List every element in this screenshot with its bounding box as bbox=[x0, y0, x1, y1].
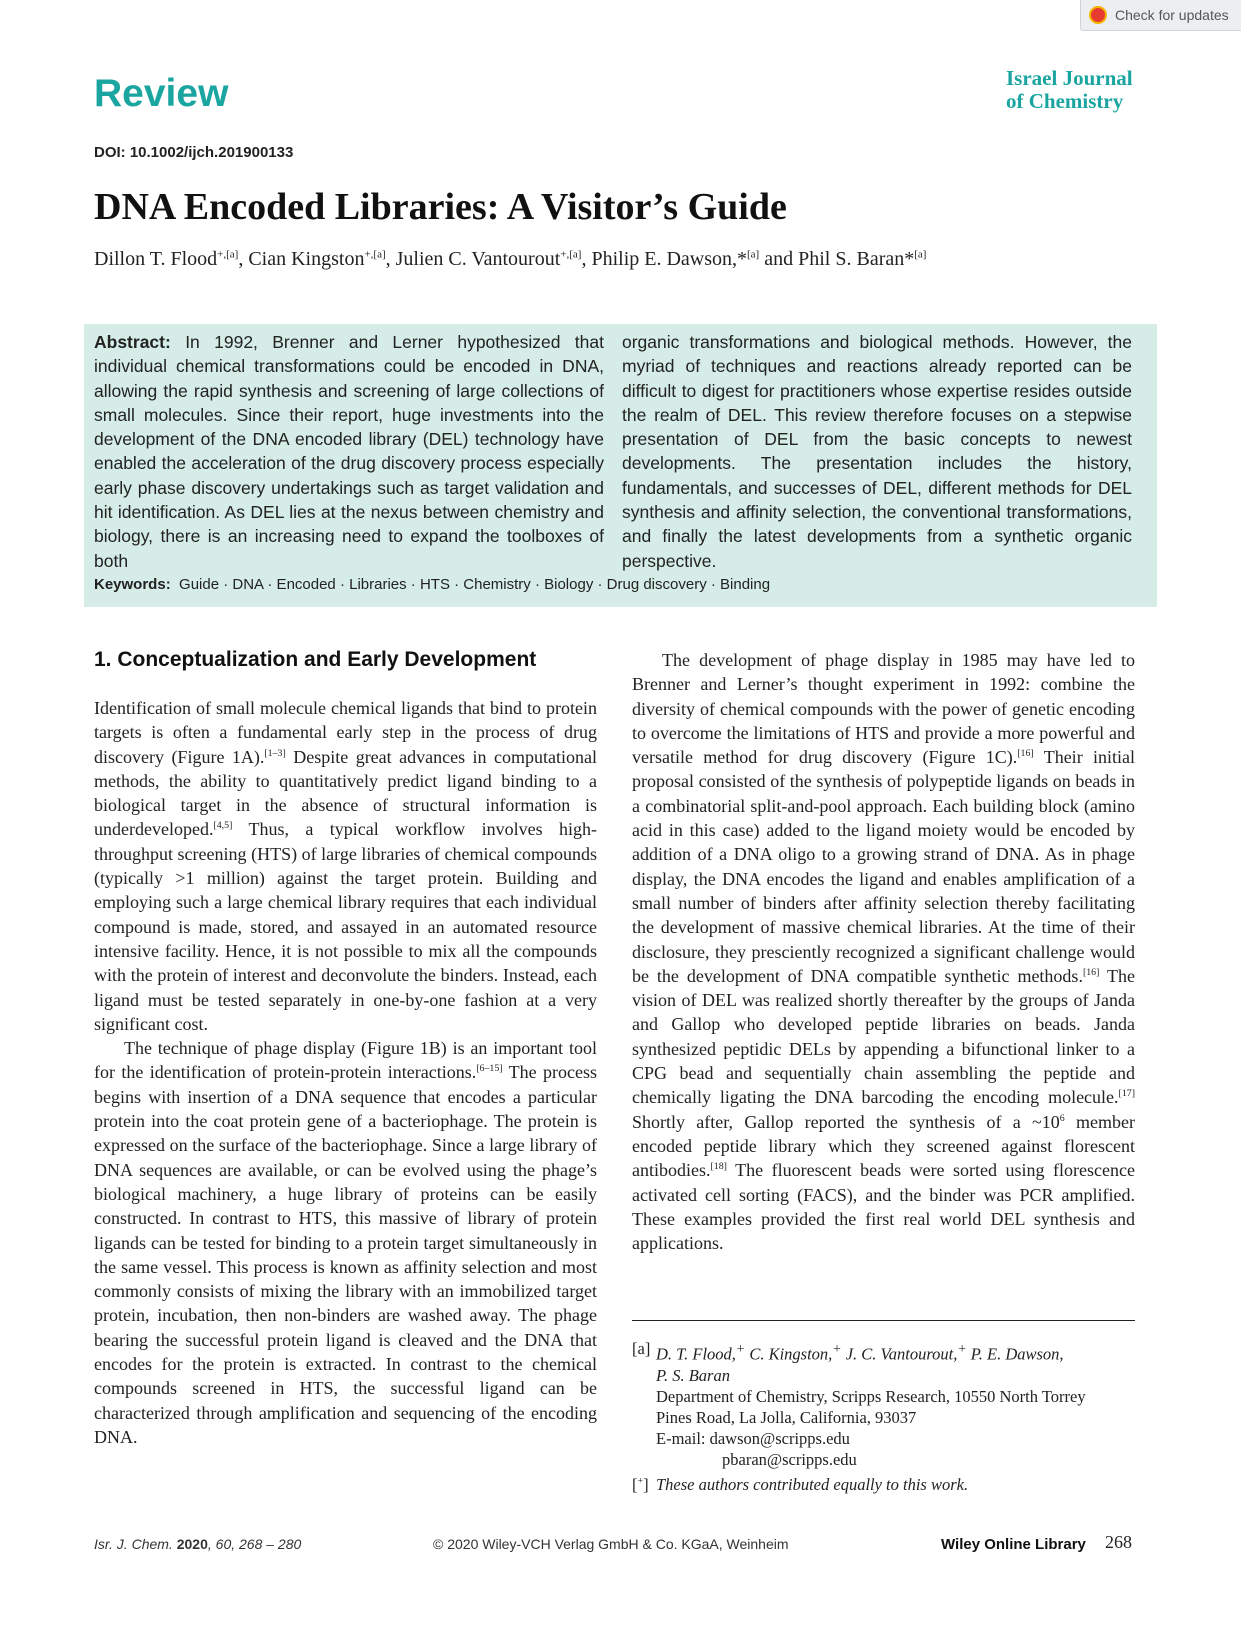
wiley-online-library-link[interactable]: Wiley Online Library bbox=[941, 1536, 1086, 1553]
email-row bbox=[632, 1428, 1135, 1449]
author: Cian Kingston bbox=[248, 248, 365, 270]
paper-title: DNA Encoded Libraries: A Visitor’s Guide bbox=[94, 186, 787, 228]
author-and: and bbox=[759, 248, 799, 270]
author: Phil S. Baran* bbox=[798, 248, 915, 270]
author-separator: , bbox=[581, 248, 592, 270]
paragraph-text: member encoded peptide library which they screened against florescent antibodies. bbox=[632, 1111, 1135, 1181]
equal-contribution-text: These authors contributed equally to this work. bbox=[656, 1474, 969, 1494]
keywords-label: Keywords: bbox=[94, 576, 171, 593]
author: Philip E. Dawson,* bbox=[591, 248, 748, 270]
paragraph-text: The technique of phage display (Figure 1B) is an important tool for the identification of protein-protein interactions. bbox=[94, 1038, 597, 1083]
author-affiliation-mark: [a] bbox=[747, 248, 760, 261]
abstract-text-right: organic transformations and biological methods. However, the myriad of techniques and reactions already reported can be difficult to digest for practitioners whose expertise resides outside the realm of DEL. This review therefore focuses on a stepwise presentation of DEL from the basic concepts to newest developments. The presentation includes the history, fundamentals, and successes of DEL, different methods for DEL synthesis and affinity selection, the conventional transformations, and finally the latest developments from a synthetic organic perspective. bbox=[622, 332, 1132, 571]
abstract-text-left: In 1992, Brenner and Lerner hypothesized that individual chemical transformations could be encoded in DNA, allowing the rapid synthesis and screening of large collections of small molecules. Since their report, huge investments into the development of the DNA encoded library (DEL) technology have enabled the acceleration of the drug discovery process especially early phase discovery undertakings such as target validation and hit identification. As DEL lies at the nexus between chemistry and biology, there is an increasing need to expand the toolboxes of both bbox=[94, 332, 605, 571]
equal-contribution-mark: + bbox=[957, 1341, 967, 1356]
equal-contribution-mark: + bbox=[832, 1341, 842, 1356]
citation: [16] bbox=[1017, 748, 1034, 760]
author-affiliation-mark: [a] bbox=[914, 248, 927, 261]
paragraph-text: The fluorescent beads were sorted using florescence activated cell sorting (FACS), and the binder was PCR amplified. These examples provided the first real world DEL synthesis and applications. bbox=[632, 1160, 1135, 1254]
affiliation-name: D. T. Flood, bbox=[656, 1344, 736, 1364]
citation: [1–3] bbox=[264, 747, 286, 759]
footer-citation bbox=[94, 1536, 301, 1552]
author-separator: , bbox=[385, 248, 396, 270]
paragraph-text: Identification of small molecule chemical ligands that bind to protein targets is often a fundamental early step in the process of drug discovery (Figure 1A). bbox=[94, 698, 597, 767]
author-list bbox=[94, 248, 926, 271]
plus-mark: + bbox=[637, 1475, 644, 1486]
equal-contribution-mark: + bbox=[735, 1341, 746, 1356]
body-column-left bbox=[94, 696, 597, 1449]
footer-journal: Isr. J. Chem. bbox=[94, 1536, 173, 1552]
affiliation-name: P. S. Baran bbox=[656, 1365, 730, 1385]
author-affiliation-mark: +,[a] bbox=[560, 248, 582, 261]
equal-contribution-note bbox=[632, 1474, 1135, 1495]
body-column-right bbox=[632, 648, 1135, 1255]
abstract-label: Abstract: bbox=[94, 332, 171, 352]
email-link[interactable]: pbaran@scripps.edu bbox=[722, 1449, 857, 1469]
crossmark-icon bbox=[1089, 6, 1107, 24]
footer-copyright: © 2020 Wiley-VCH Verlag GmbH & Co. KGaA, Weinheim bbox=[433, 1536, 789, 1552]
author-affiliation-mark: +,[a] bbox=[364, 248, 386, 261]
affiliation-name: C. Kingston, bbox=[745, 1344, 833, 1364]
check-for-updates-button[interactable] bbox=[1080, 0, 1241, 31]
paragraph-text: The development of phage display in 1985 may have led to Brenner and Lerner’s thought experiment in 1992: combine the diversity of chemical compounds with the power of genetic encoding to overcome the limitations of HTS and provide a more powerful and versatile method for drug discovery (Figure 1C). bbox=[632, 650, 1135, 768]
paragraph-text: Their initial proposal consisted of the synthesis of polypeptide ligands on beads in a combinatorial split-and-pool approach. Each building block (amino acid in this case) added to the ligand moiety would be encoded by addition of a DNA oligo to a growing strand of DNA. As in phage display, the DNA encodes the ligand and enables amplification of a small number of binders after affinity selection thereby facilitating the development of massive chemical libraries. At the time of their disclosure, they presciently recognized a significant challenge would be the development of DNA compatible synthetic methods. bbox=[632, 747, 1135, 986]
affiliation-name: P. E. Dawson, bbox=[966, 1344, 1064, 1364]
affiliation-footnote bbox=[632, 1338, 1135, 1495]
equal-contribution-label bbox=[632, 1474, 656, 1495]
citation: [18] bbox=[710, 1161, 727, 1173]
check-for-updates-label: Check for updates bbox=[1115, 7, 1229, 23]
citation: [16] bbox=[1082, 966, 1100, 978]
footnote-divider bbox=[632, 1320, 1135, 1321]
paragraph-text: Shortly after, Gallop reported the synthesis of a ~10 bbox=[632, 1111, 1060, 1132]
page-number: 268 bbox=[1105, 1532, 1132, 1552]
author: Julien C. Vantourout bbox=[395, 248, 561, 270]
journal-name bbox=[1006, 67, 1133, 113]
keywords bbox=[94, 576, 770, 593]
exponent: 6 bbox=[1059, 1112, 1065, 1124]
journal-name-line2: of Chemistry bbox=[1006, 89, 1124, 113]
author: Dillon T. Flood bbox=[94, 248, 218, 270]
author-affiliation-mark: +,[a] bbox=[217, 248, 239, 261]
citation: [17] bbox=[1118, 1088, 1135, 1100]
paragraph-text: Thus, a typical workflow involves high-throughput screening (HTS) of large libraries of chemical compounds (typically >1 million) against the target protein. Building and employing such a large chemical library requires that each individual compound is made, stored, and assayed in an automated resource intensive facility. Hence, it is not possible to mix all the compounds with the protein of interest and deconvolute the binders. Instead, each ligand must be tested separately in one-by-one fashion at a very significant cost. bbox=[94, 819, 597, 1034]
journal-name-line1: Israel Journal bbox=[1006, 66, 1133, 90]
abstract-column-left bbox=[94, 330, 604, 573]
affiliation-department: Department of Chemistry, Scripps Research, 10550 North Torrey bbox=[656, 1386, 1086, 1406]
abstract-box bbox=[84, 324, 1157, 607]
paragraph bbox=[94, 696, 597, 1036]
bracket: [ bbox=[632, 1474, 638, 1494]
paragraph bbox=[632, 648, 1135, 1255]
paragraph-text: The process begins with insertion of a DNA sequence that encodes a particular protein into the coat protein gene of a bacteriophage. The protein is expressed on the surface of the bacteriophage. Since a large library of DNA sequences are available, or can be evolved using the phage’s biological machinery, a huge library of proteins can be easily constructed. In contrast to HTS, this massive of library of protein ligands can be tested for binding to a protein target simultaneously in the same vessel. This process is known as affinity selection and most commonly consists of mixing the library with an immobilized target protein, incubation, then non-binders are washed away. The phage bearing the successful protein ligand is cleaved and the DNA that encodes for the protein is extracted. In contrast to the chemical compounds screened in HTS, the successful ligand can be characterized through amplification and sequencing of the encoding DNA. bbox=[94, 1062, 597, 1447]
keywords-list: Guide · DNA · Encoded · Libraries · HTS · Chemistry · Biology · Drug discovery · Binding bbox=[179, 576, 771, 593]
abstract-column-right bbox=[622, 330, 1132, 573]
email-label: E-mail: bbox=[656, 1428, 706, 1448]
section-label: Review bbox=[94, 72, 229, 115]
doi: DOI: 10.1002/ijch.201900133 bbox=[94, 144, 294, 161]
affiliation-names bbox=[656, 1338, 1064, 1365]
affiliation-label: [a] bbox=[632, 1339, 651, 1358]
author-separator: , bbox=[238, 248, 249, 270]
citation: [4,5] bbox=[213, 820, 233, 832]
affiliation-address: Pines Road, La Jolla, California, 93037 bbox=[656, 1407, 917, 1427]
affiliation-row bbox=[632, 1338, 1135, 1365]
footer-volume-pages: , 60, 268 – 280 bbox=[207, 1536, 302, 1552]
paragraph-text: The vision of DEL was realized shortly thereafter by the groups of Janda and Gallop who developed peptide libraries on beads. Janda synthesized peptidic DELs by appending a bifunctional linker to a CPG bead and sequentially chain assembling the peptide and chemically ligating the DNA barcoding the encoding molecule. bbox=[632, 965, 1135, 1108]
email-link[interactable]: dawson@scripps.edu bbox=[709, 1428, 850, 1448]
paragraph-text: Despite great advances in computational methods, the ability to quantitatively predict ligand binding to a biological target in the absence of structural information is underdeveloped. bbox=[94, 746, 597, 840]
citation: [6–15] bbox=[476, 1063, 503, 1075]
section-heading: 1. Conceptualization and Early Development bbox=[94, 648, 537, 671]
bracket: ] bbox=[643, 1474, 649, 1494]
paragraph bbox=[94, 1036, 597, 1449]
affiliation-name: J. C. Vantourout, bbox=[841, 1344, 958, 1364]
footer-year: 2020 bbox=[176, 1536, 208, 1552]
